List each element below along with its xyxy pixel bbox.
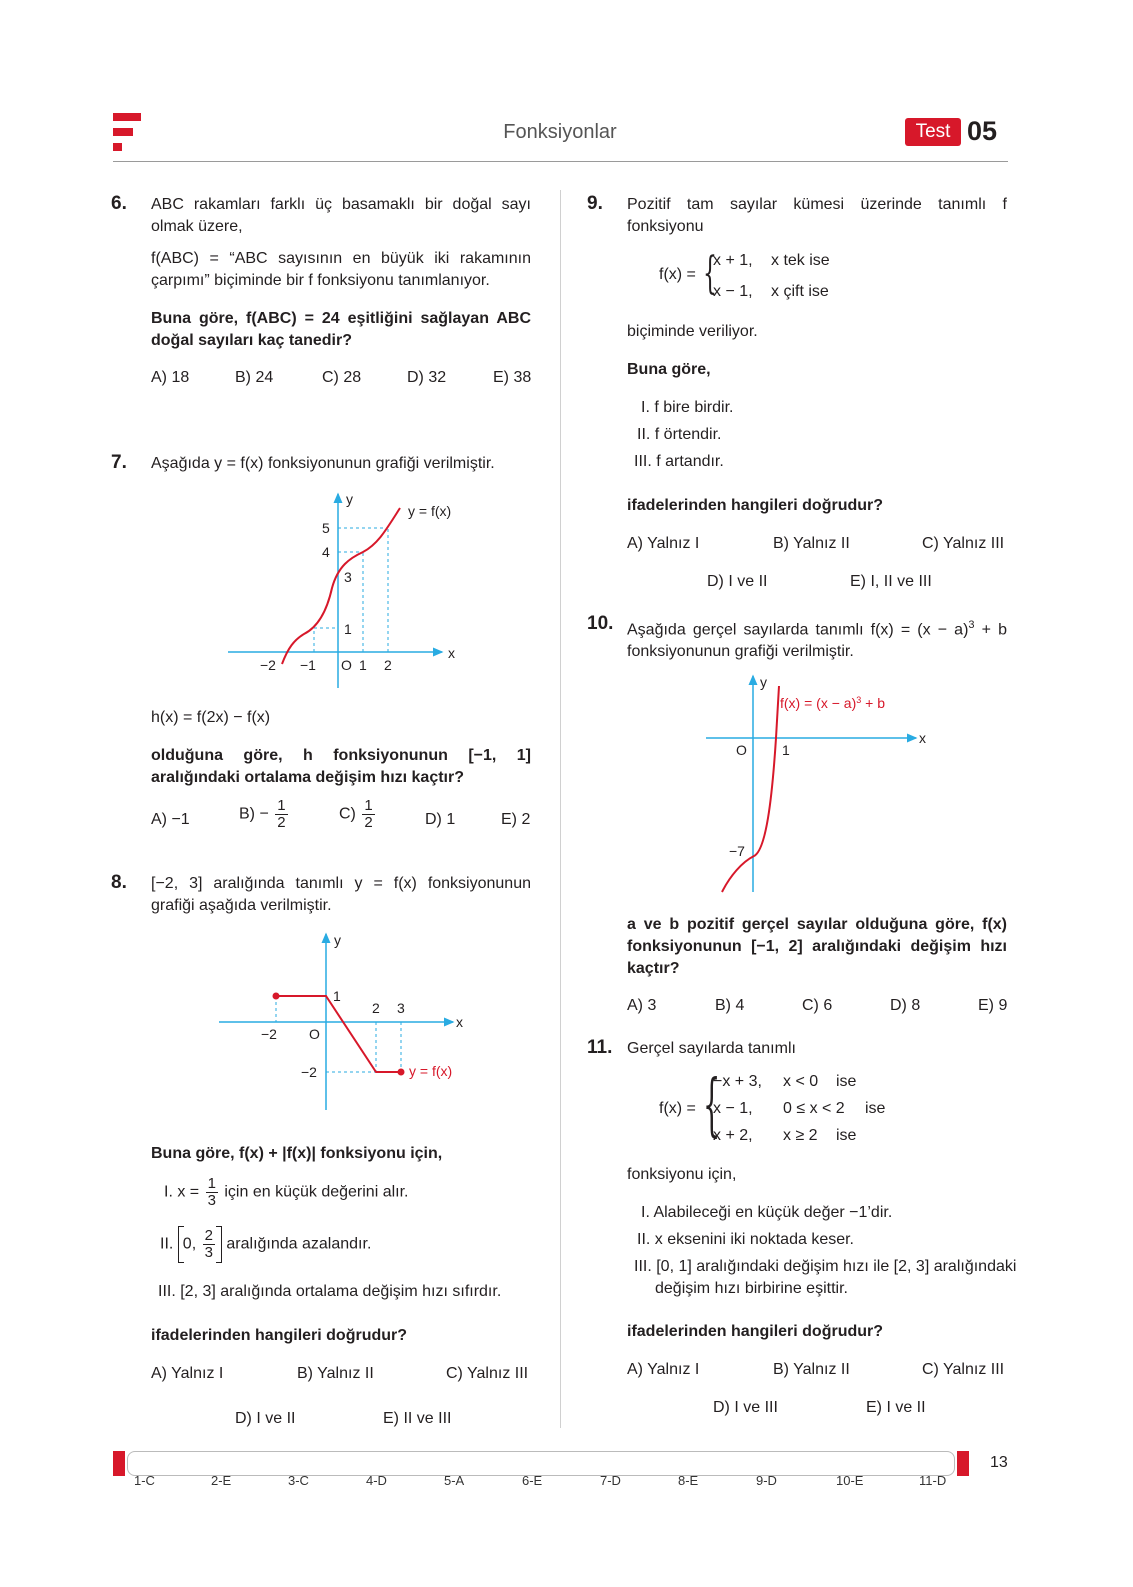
q8-number: 8. — [111, 872, 127, 893]
q8-curve — [276, 996, 401, 1072]
q7-option-c[interactable] — [339, 798, 377, 842]
q8-s1-den: 3 — [207, 1192, 216, 1209]
q8-question-2: ifadelerinden hangileri doğrudur? — [151, 1327, 408, 1344]
q7-option-b[interactable] — [239, 798, 290, 842]
q7-option-a[interactable]: A) −1 — [151, 811, 190, 828]
q11-fx: f(x) = — [659, 1100, 696, 1117]
q8-option-e[interactable]: E) II ve III — [383, 1410, 452, 1427]
answer-key-3: 3-C — [288, 1473, 309, 1488]
q6-option-b[interactable]: B) 24 — [235, 369, 274, 386]
q11-number: 11. — [587, 1037, 613, 1058]
q11-case2-expr: x − 1, — [713, 1100, 753, 1117]
q7-definition: h(x) = f(2x) − f(x) — [151, 709, 271, 726]
q8-intro: [−2, 3] aralığında tanımlı y = f(x) fonksiyonunun grafiği aşağıda verilmiştir. — [151, 875, 531, 914]
q11-case1-ise: ise — [836, 1073, 857, 1090]
q7-option-b-den: 2 — [277, 814, 286, 831]
q7-option-b-num: 1 — [277, 797, 286, 814]
q9-case1-cond: x tek ise — [771, 252, 830, 269]
q11-after: fonksiyonu için, — [627, 1166, 737, 1183]
q9-option-b[interactable]: B) Yalnız II — [773, 535, 850, 552]
q9-option-a[interactable]: A) Yalnız I — [627, 535, 700, 552]
answer-key-5: 5-A — [444, 1473, 465, 1488]
q8-graph — [215, 928, 475, 1114]
q10-number: 10. — [587, 613, 614, 634]
q7-graph — [220, 488, 480, 688]
q7-x-tick-minus1: −1 — [300, 657, 316, 673]
q8-origin: O — [309, 1026, 320, 1042]
q10-graph — [700, 670, 940, 896]
q10-question: a ve b pozitif gerçel sayılar olduğuna göre, f(x) fonksiyonunun [−1, 2] aralığındaki değişim hızı kaçtır? — [627, 916, 1007, 977]
page-title: Fonksiyonlar — [503, 121, 617, 143]
q7-y-tick-3: 3 — [344, 569, 352, 585]
q8-question: Buna göre, f(x) + |f(x)| fonksiyonu için, — [151, 1145, 443, 1162]
q9-statement-1: I. f bire birdir. — [641, 399, 734, 416]
q10-label-sup: 3 — [856, 695, 862, 705]
answer-key-9: 9-D — [756, 1473, 777, 1488]
footer-marker-left — [113, 1451, 125, 1476]
q9-number: 9. — [587, 193, 603, 214]
q8-s1-suffix: için en küçük değerini alır. — [224, 1183, 409, 1201]
q8-s2-fraction — [203, 1228, 215, 1261]
q9-case2-expr: x − 1, — [713, 283, 753, 300]
q10-x-label: x — [919, 730, 926, 746]
q8-s1-fraction — [206, 1176, 218, 1209]
q9-statement-3: III. f artandır. — [634, 453, 724, 470]
q7-origin: O — [341, 657, 352, 673]
q10-option-c[interactable]: C) 6 — [802, 997, 833, 1014]
answer-key-2: 2-E — [211, 1473, 232, 1488]
q8-option-c[interactable]: C) Yalnız III — [446, 1365, 529, 1382]
q9-case2-cond: x çift ise — [771, 283, 829, 300]
q10-option-e[interactable]: E) 9 — [978, 997, 1008, 1014]
q11-case2-cond: 0 ≤ x < 2 — [783, 1100, 845, 1117]
q7-option-c-prefix: C) — [339, 805, 356, 823]
q7-option-c-num: 1 — [364, 797, 373, 814]
q10-option-a[interactable]: A) 3 — [627, 997, 657, 1014]
q7-intro: Aşağıda y = f(x) fonksiyonunun grafiği verilmiştir. — [151, 455, 495, 472]
q8-option-b[interactable]: B) Yalnız II — [297, 1365, 374, 1382]
q11-option-b[interactable]: B) Yalnız II — [773, 1361, 850, 1378]
q10-label-a: f(x) = (x − a) — [780, 695, 857, 711]
q11-case3-cond: x ≥ 2 — [783, 1127, 818, 1144]
q10-intro-sup: 3 — [968, 619, 975, 631]
q7-option-b-fraction — [275, 798, 287, 831]
answer-key-8: 8-E — [678, 1473, 699, 1488]
q8-endpoint-left — [273, 993, 280, 1000]
q8-statement-1 — [164, 1176, 408, 1220]
q6-option-d[interactable]: D) 32 — [407, 369, 447, 386]
q9-statement-2: II. f örtendir. — [637, 426, 722, 443]
q7-y-label: y — [346, 491, 353, 507]
q9-case1-expr: x + 1, — [713, 252, 753, 269]
column-divider — [560, 190, 561, 1428]
q7-option-c-den: 2 — [364, 814, 373, 831]
q8-s2-den: 3 — [204, 1244, 213, 1261]
footer-marker-right — [957, 1451, 969, 1476]
q11-option-c[interactable]: C) Yalnız III — [922, 1361, 1005, 1378]
q8-y-tick-minus2: −2 — [301, 1064, 317, 1080]
q7-curve — [282, 508, 400, 664]
q10-intro — [627, 614, 1007, 663]
q11-statement-1: I. Alabileceği en küçük değer −1’dir. — [641, 1204, 893, 1221]
q8-y-label: y — [334, 932, 341, 948]
answer-key-1: 1-C — [134, 1473, 155, 1488]
q6-text-1: ABC rakamları farklı üç basamaklı bir doğal sayı olmak üzere, — [151, 196, 531, 235]
q10-curve — [722, 686, 779, 892]
q7-option-c-fraction — [362, 798, 374, 831]
q7-option-d[interactable]: D) 1 — [425, 811, 456, 828]
q7-y-tick-5: 5 — [322, 520, 330, 536]
q10-label-b: + b — [861, 695, 885, 711]
q10-curve-label — [780, 695, 885, 711]
q8-s1-prefix: I. x = — [164, 1183, 200, 1201]
q9-fx: f(x) = — [659, 266, 696, 283]
q8-s2-suffix: aralığında azalandır. — [226, 1235, 372, 1253]
answer-key-11: 11-D — [919, 1473, 947, 1488]
q11-statement-3: III. [0, 1] aralığındaki değişim hızı ile [2, 3] aralığındaki değişim hızı birbirine eşittir. — [634, 1258, 1017, 1297]
q6-text-2: f(ABC) = “ABC sayısının en büyük iki rakamının çarpımı” biçiminde bir f fonksiyonu tanımlanıyor. — [151, 250, 531, 289]
q10-intro-b: + b fonksiyonunun grafiği verilmiştir. — [627, 621, 1007, 661]
q10-option-d[interactable]: D) 8 — [890, 997, 921, 1014]
q8-option-d[interactable]: D) I ve II — [235, 1410, 296, 1427]
q8-statement-2 — [160, 1226, 371, 1274]
q8-x-tick-2: 2 — [372, 1000, 380, 1016]
q8-s2-num: 2 — [204, 1227, 213, 1244]
page-number: 13 — [990, 1454, 1008, 1471]
q11-intro: Gerçel sayılarda tanımlı — [627, 1040, 796, 1057]
q8-x-tick-3: 3 — [397, 1000, 405, 1016]
q11-case3-ise: ise — [836, 1127, 857, 1144]
q6-number: 6. — [111, 193, 127, 214]
answer-key-6: 6-E — [522, 1473, 543, 1488]
q11-option-e[interactable]: E) I ve II — [866, 1399, 926, 1416]
q9-after: biçiminde veriliyor. — [627, 323, 758, 340]
q6-question: Buna göre, f(ABC) = 24 eşitliğini sağlayan ABC doğal sayıları kaç tanedir? — [151, 310, 531, 349]
q8-s1-num: 1 — [207, 1175, 216, 1192]
q7-option-b-prefix: B) − — [239, 805, 269, 823]
q7-x-label: x — [448, 645, 455, 661]
test-number: 05 — [967, 116, 998, 146]
test-badge: Test — [905, 118, 961, 146]
q8-x-label: x — [456, 1014, 463, 1030]
q9-option-c[interactable]: C) Yalnız III — [922, 535, 1005, 552]
q7-number: 7. — [111, 452, 127, 473]
q8-y-tick-1: 1 — [333, 988, 341, 1004]
answer-key-10: 10-E — [836, 1473, 864, 1488]
q9-brace: { — [703, 248, 717, 299]
q7-y-tick-4: 4 — [322, 544, 330, 560]
q6-option-c[interactable]: C) 28 — [322, 369, 362, 386]
answer-key-7: 7-D — [600, 1473, 621, 1488]
q11-brace: { — [703, 1066, 721, 1145]
q8-x-tick-minus2: −2 — [261, 1026, 277, 1042]
header-rule — [113, 161, 1008, 162]
q9-question: ifadelerinden hangileri doğrudur? — [627, 497, 884, 514]
q8-endpoint-right — [398, 1069, 405, 1076]
q11-case1-cond: x < 0 — [783, 1073, 819, 1090]
q8-s2-bracket — [178, 1226, 222, 1263]
q11-option-d[interactable]: D) I ve III — [713, 1399, 778, 1416]
q6-option-a[interactable]: A) 18 — [151, 369, 190, 386]
q9-option-d[interactable]: D) I ve II — [707, 573, 768, 590]
q8-statement-3: III. [2, 3] aralığında ortalama değişim hızı sıfırdır. — [158, 1283, 502, 1300]
q8-s2-inner: 0, — [182, 1235, 197, 1253]
q6-option-e[interactable]: E) 38 — [493, 369, 532, 386]
q7-curve-label: y = f(x) — [408, 503, 452, 519]
q7-x-tick-2: 2 — [384, 657, 392, 673]
q9-lead: Buna göre, — [627, 361, 711, 378]
q8-s2-prefix: II. — [160, 1235, 174, 1253]
q7-question: olduğuna göre, h fonksiyonunun [−1, 1] aralığındaki ortalama değişim hızı kaçtır? — [151, 747, 531, 786]
q10-intro-a: Aşağıda gerçel sayılarda tanımlı f(x) = (x − a) — [627, 621, 969, 639]
q10-origin: O — [736, 742, 747, 758]
q11-case1-expr: −x + 3, — [713, 1073, 762, 1090]
q7-option-e[interactable]: E) 2 — [501, 811, 531, 828]
q7-x-tick-minus2: −2 — [260, 657, 276, 673]
q8-curve-label: y = f(x) — [409, 1063, 453, 1079]
q9-option-e[interactable]: E) I, II ve III — [850, 573, 932, 590]
q8-option-a[interactable]: A) Yalnız I — [151, 1365, 224, 1382]
q11-statement-2: II. x eksenini iki noktada keser. — [637, 1231, 854, 1248]
brand-logo — [113, 113, 141, 151]
q7-x-tick-1: 1 — [359, 657, 367, 673]
q9-intro: Pozitif tam sayılar kümesi üzerinde tanımlı f fonksiyonu — [627, 196, 1007, 235]
q7-y-tick-1: 1 — [344, 621, 352, 637]
q11-case2-ise: ise — [865, 1100, 886, 1117]
q10-y-label: y — [760, 674, 767, 690]
q11-option-a[interactable]: A) Yalnız I — [627, 1361, 700, 1378]
q10-x-tick-1: 1 — [782, 742, 790, 758]
q10-option-b[interactable]: B) 4 — [715, 997, 745, 1014]
q11-question: ifadelerinden hangileri doğrudur? — [627, 1323, 884, 1340]
q11-case3-expr: x + 2, — [713, 1127, 753, 1144]
answer-key-4: 4-D — [366, 1473, 387, 1488]
q10-y-tick-minus7: −7 — [729, 843, 745, 859]
